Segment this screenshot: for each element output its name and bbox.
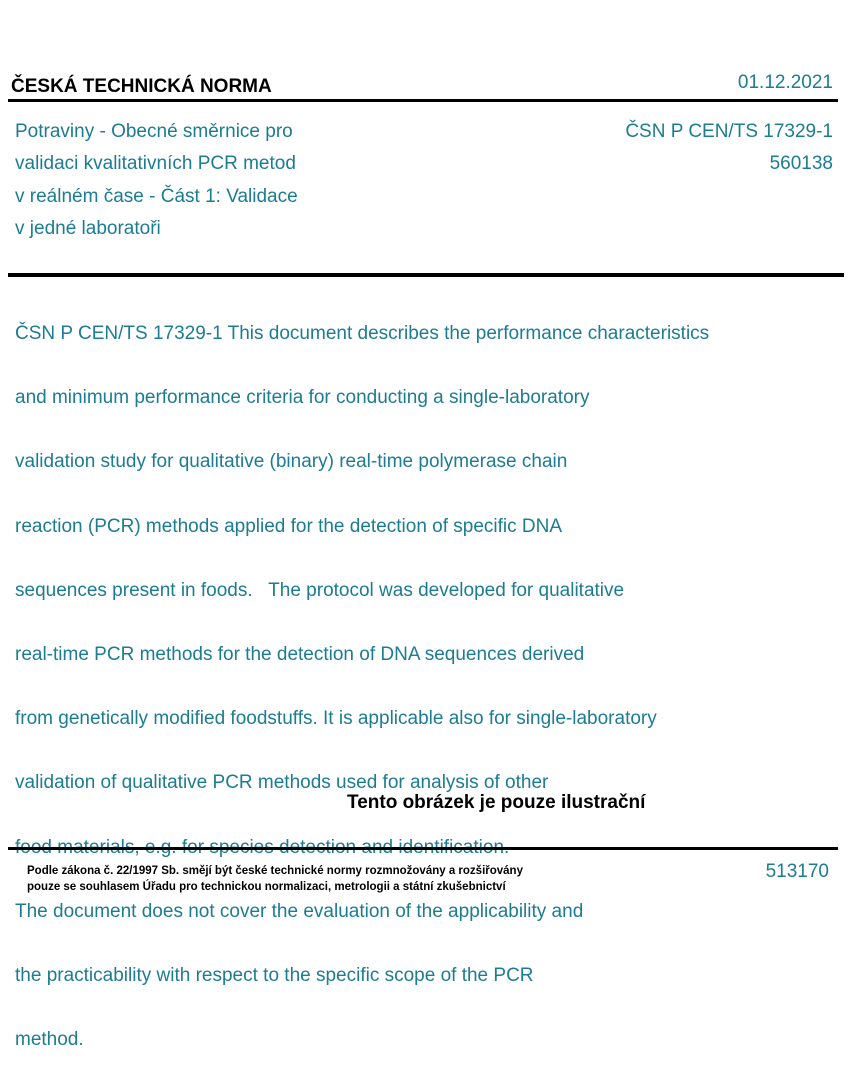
- abstract-line: method.: [15, 1029, 84, 1051]
- standard-title: [15, 116, 375, 245]
- abstract-line: The document does not cover the evaluation of the applicability and: [15, 900, 584, 922]
- title-line: v jedné laboratoři: [15, 217, 161, 239]
- title-line: Potraviny - Obecné směrnice pro: [15, 121, 293, 142]
- footer-divider: [8, 847, 838, 850]
- copyright-notice: [27, 863, 523, 895]
- abstract-line: ČSN P CEN/TS 17329-1 This document describes the performance characteristics: [15, 323, 710, 345]
- classification-code: 560138: [769, 153, 833, 175]
- standard-identifier: [625, 116, 833, 181]
- copyright-line: Podle zákona č. 22/1997 Sb. smějí být české technické normy rozmnožovány a rozšiřovány: [27, 865, 523, 877]
- copyright-line: pouze se souhlasem Úřadu pro technickou normalizaci, metrologii a státní zkušebnictví: [27, 881, 506, 893]
- abstract-text: [15, 286, 845, 1088]
- abstract-line: validation of qualitative PCR methods used for analysis of other: [15, 772, 549, 794]
- publication-date: 01.12.2021: [737, 72, 833, 93]
- document-type-heading: ČESKÁ TECHNICKÁ NORMA: [11, 76, 272, 97]
- title-line: validaci kvalitativních PCR metod: [15, 153, 296, 175]
- abstract-line: and minimum performance criteria for conducting a single-laboratory: [15, 387, 590, 409]
- abstract-line: validation study for qualitative (binary) real-time polymerase chain: [15, 451, 568, 473]
- catalog-number: 513170: [765, 861, 829, 882]
- abstract-line: real-time PCR methods for the detection of DNA sequences derived: [15, 644, 585, 666]
- header-divider: [8, 99, 838, 102]
- abstract-line: from genetically modified foodstuffs. It is applicable also for single-laboratory: [15, 708, 657, 730]
- title-line: v reálném čase - Část 1: Validace: [15, 185, 298, 207]
- standard-designation: ČSN P CEN/TS 17329-1: [625, 121, 833, 142]
- abstract-line: sequences present in foods. The protocol was developed for qualitative: [15, 579, 625, 601]
- title-divider: [8, 273, 844, 277]
- abstract-line: the practicability with respect to the specific scope of the PCR: [15, 964, 534, 986]
- abstract-line: reaction (PCR) methods applied for the detection of specific DNA: [15, 515, 563, 537]
- illustration-notice: Tento obrázek je pouze ilustrační: [347, 792, 646, 813]
